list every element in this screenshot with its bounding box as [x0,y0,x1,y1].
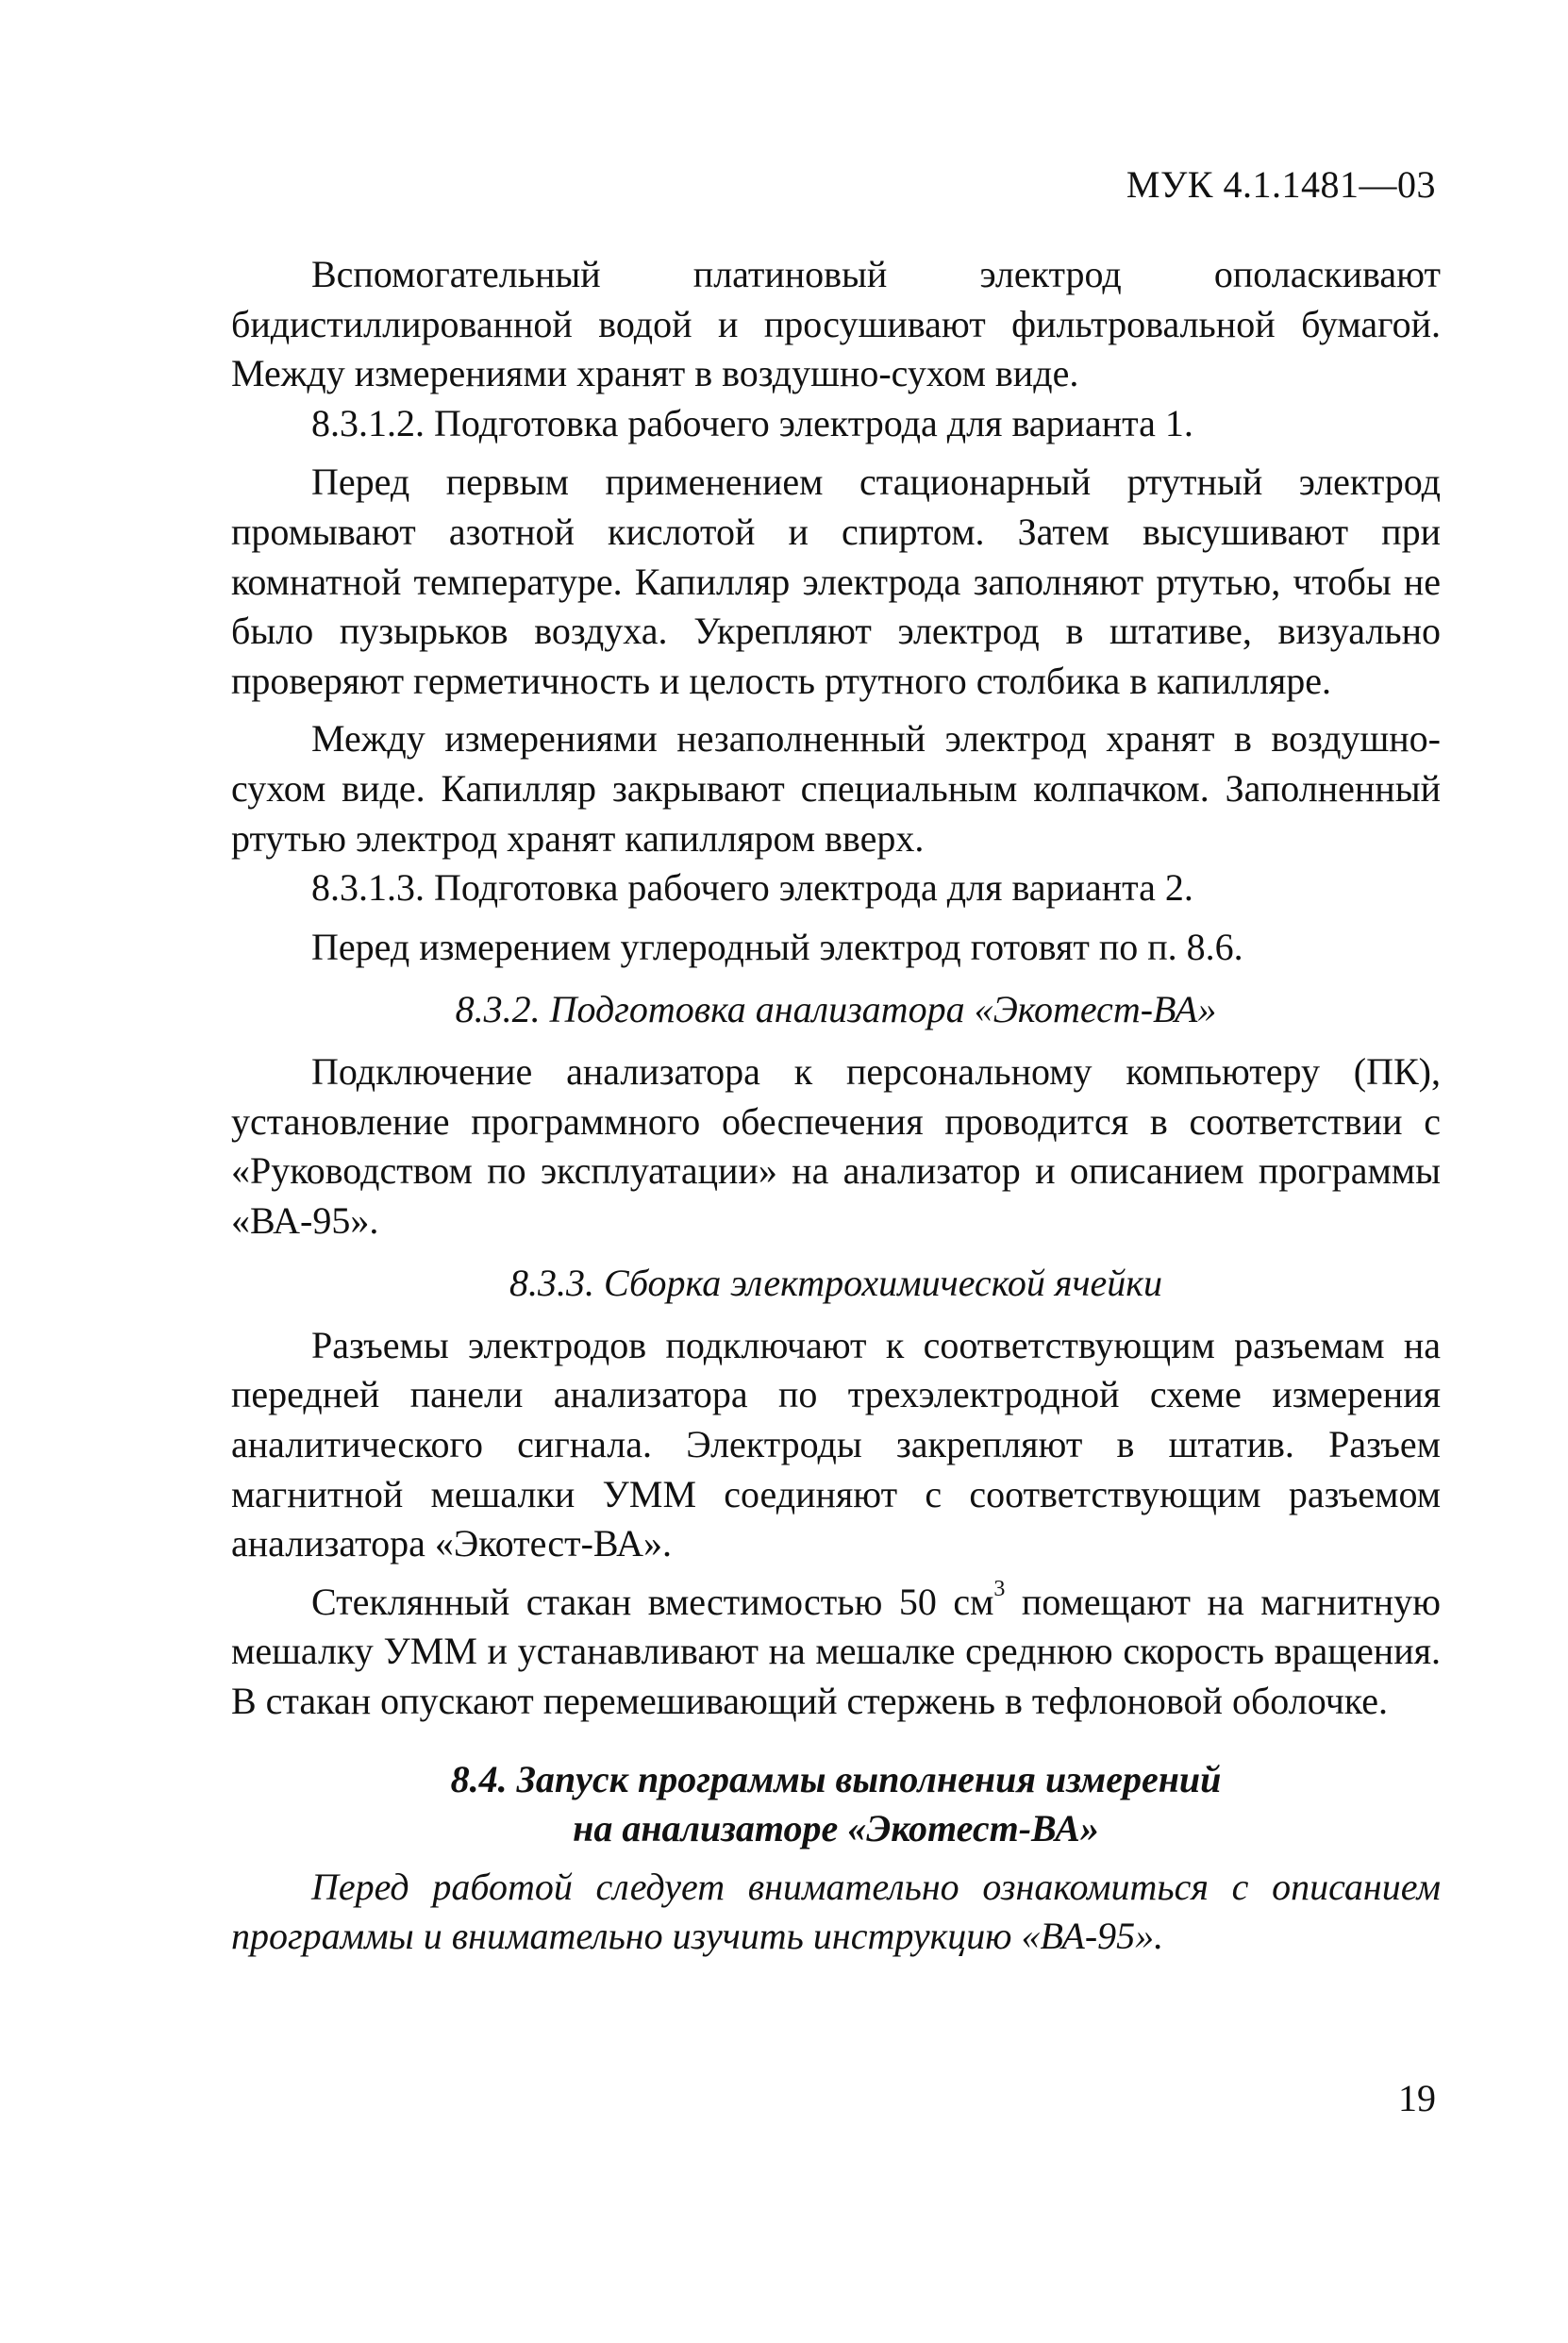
paragraph-cell-assembly: Разъемы электродов подключают к соответствующим разъемам на передней панели анализатора по трехэлектродной схеме измерения аналитического сигнала. Электроды закрепляют в штатив. Разъем магнитной мешалки УММ соединяют с соответствующим разъемом анализатора «Экотест-ВА». [231,1323,1441,1565]
paragraph-8-3-1-3: 8.3.1.3. Подготовка рабочего электрода для варианта 2. [311,866,1193,910]
paragraph-mercury-electrode-preparation: Перед первым применением стационарный ртутный электрод промывают азотной кислотой и спиртом. Затем высушивают при комнатной температуре. Капилляр электрода заполняют ртутью, чтобы не было пузырьков воздуха. Укрепляют электрод в штативе, визуально проверяют герметичность и целость ртутного столбика в капилляре. [231,460,1441,702]
heading-8-4-line-2: на анализаторе «Экотест-ВА» [573,1806,1099,1849]
beaker-text-end: помещают на магнитную мешалку УММ и устанавливают на мешалке среднюю скорость вращения. В стакан опускают перемешивающий стержень в тефлоновой оболочке. [231,1580,1441,1723]
page-number: 19 [1398,2077,1436,2119]
paragraph-auxiliary-electrode: Вспомогательный платиновый электрод ополаскивают бидистиллированной водой и просушивают фильтровальной бумагой. Между измерениями хранят в воздушно-сухом виде. [231,253,1441,395]
paragraph-analyzer-connection: Подключение анализатора к персональному компьютеру (ПК), установление программного обеспечения проводится в соответствии с «Руководством по эксплуатации» на анализатор и описанием программы «ВА-95». [231,1049,1441,1242]
paragraph-electrode-storage: Между измерениями незаполненный электрод хранят в воздушно-сухом виде. Капилляр закрывают специальным колпачком. Заполненный ртутью электрод хранят капилляром вверх. [231,717,1441,860]
paragraph-8-3-1-2: 8.3.1.2. Подготовка рабочего электрода для варианта 1. [311,401,1193,444]
heading-8-3-3: 8.3.3. Сборка электрохимической ячейки [509,1262,1163,1305]
paragraph-program-instruction-note: Перед работой следует внимательно ознакомиться с описанием программы и внимательно изучить инструкцию «ВА-95». [231,1865,1441,1958]
document-code: МУК 4.1.1481—03 [1126,163,1436,206]
heading-8-4-line-1: 8.4. Запуск программы выполнения измерений [450,1757,1222,1800]
beaker-text-start: Стеклянный стакан вместимостью 50 см [311,1580,994,1623]
page-content [231,250,1441,1970]
cubic-superscript: 3 [993,1576,1006,1601]
paragraph-carbon-electrode: Перед измерением углеродный электрод готовят по п. 8.6. [311,925,1243,968]
heading-8-4 [231,1755,1441,1853]
heading-8-3-2: 8.3.2. Подготовка анализатора «Экотест-ВА» [455,988,1217,1031]
paragraph-glass-beaker [231,1578,1441,1727]
